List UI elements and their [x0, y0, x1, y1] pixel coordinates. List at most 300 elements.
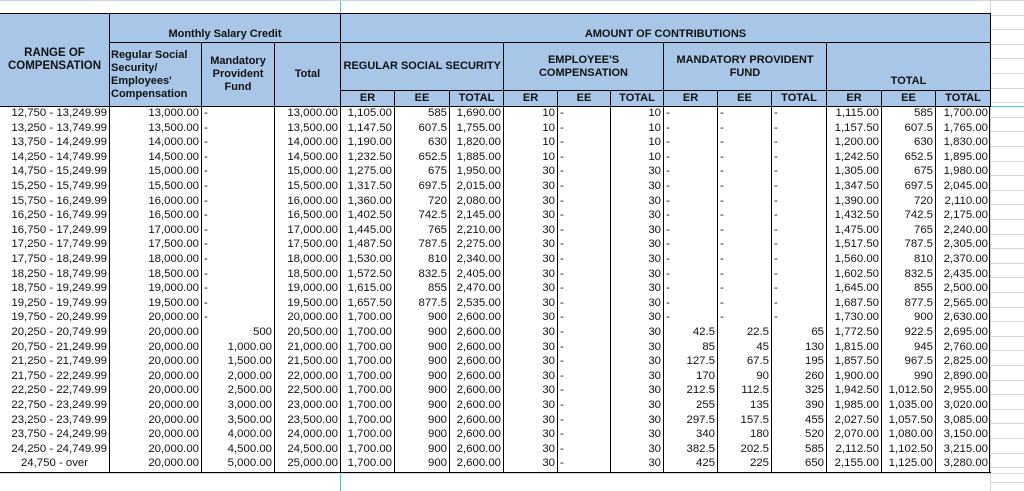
table-cell[interactable]: 1,885.00: [456, 151, 501, 163]
table-cell[interactable]: 16,500.00: [148, 209, 199, 221]
table-cell[interactable]: 225: [749, 457, 769, 469]
table-cell[interactable]: 1,985.00: [834, 399, 879, 411]
table-cell[interactable]: 15,000.00: [148, 165, 199, 177]
table-cell[interactable]: 2,535.00: [456, 297, 501, 309]
table-cell[interactable]: -: [666, 136, 670, 148]
table-cell[interactable]: 1,700.00: [347, 326, 392, 338]
table-cell[interactable]: 1,102.50: [888, 443, 933, 455]
table-cell[interactable]: 1,360.00: [347, 195, 392, 207]
table-cell[interactable]: 2,600.00: [456, 311, 501, 323]
table-cell[interactable]: 12,750 - 13,249.99: [11, 107, 107, 119]
table-cell[interactable]: 30: [648, 414, 661, 426]
table-cell[interactable]: -: [204, 297, 208, 309]
table-cell[interactable]: 1,530.00: [347, 253, 392, 265]
table-cell[interactable]: 18,000.00: [287, 253, 338, 265]
table-cell[interactable]: 697.5: [904, 180, 933, 192]
table-cell[interactable]: 5,000.00: [227, 457, 272, 469]
table-cell[interactable]: 90: [756, 370, 769, 382]
table-cell[interactable]: 855: [427, 282, 447, 294]
table-cell[interactable]: 2,070.00: [834, 428, 879, 440]
table-cell[interactable]: 23,000.00: [287, 399, 338, 411]
table-cell[interactable]: 1,572.50: [347, 268, 392, 280]
table-cell[interactable]: 17,750 - 18,249.99: [11, 253, 107, 265]
table-cell[interactable]: 202.5: [740, 443, 769, 455]
table-cell[interactable]: 1,500.00: [227, 355, 272, 367]
table-cell[interactable]: 340: [695, 428, 715, 440]
table-cell[interactable]: -: [560, 457, 564, 469]
table-cell[interactable]: 42.5: [692, 326, 715, 338]
table-cell[interactable]: 500: [252, 326, 272, 338]
table-cell[interactable]: 15,500.00: [287, 180, 338, 192]
table-cell[interactable]: 1,820.00: [456, 136, 501, 148]
table-cell[interactable]: 19,750 - 20,249.99: [11, 311, 107, 323]
table-cell[interactable]: 17,500.00: [287, 238, 338, 250]
table-cell[interactable]: 30: [542, 268, 555, 280]
table-cell[interactable]: -: [560, 297, 564, 309]
table-cell[interactable]: 2,500.00: [943, 282, 988, 294]
table-cell[interactable]: 2,695.00: [943, 326, 988, 338]
table-cell[interactable]: 18,250 - 18,749.99: [11, 268, 107, 280]
table-cell[interactable]: 2,275.00: [456, 238, 501, 250]
table-cell[interactable]: 2,630.00: [943, 311, 988, 323]
table-cell[interactable]: 30: [648, 443, 661, 455]
table-cell[interactable]: 765: [913, 224, 933, 236]
table-cell[interactable]: 22,500.00: [287, 384, 338, 396]
table-cell[interactable]: 650: [804, 457, 824, 469]
table-cell[interactable]: 21,500.00: [287, 355, 338, 367]
table-cell[interactable]: 20,000.00: [148, 370, 199, 382]
table-cell[interactable]: 1,815.00: [834, 341, 879, 353]
table-cell[interactable]: 3,150.00: [943, 428, 988, 440]
table-cell[interactable]: 1,615.00: [347, 282, 392, 294]
table-cell[interactable]: -: [666, 195, 670, 207]
table-cell[interactable]: 2,027.50: [834, 414, 879, 426]
table-cell[interactable]: 30: [542, 180, 555, 192]
table-cell[interactable]: -: [560, 136, 564, 148]
table-cell[interactable]: 20,000.00: [148, 341, 199, 353]
table-cell[interactable]: 2,370.00: [943, 253, 988, 265]
table-cell[interactable]: 2,045.00: [943, 180, 988, 192]
table-cell[interactable]: 630: [427, 136, 447, 148]
table-cell[interactable]: 520: [804, 428, 824, 440]
table-cell[interactable]: 30: [542, 414, 555, 426]
table-cell[interactable]: -: [720, 268, 724, 280]
table-cell[interactable]: 1,700.00: [347, 457, 392, 469]
table-cell[interactable]: 30: [542, 224, 555, 236]
table-cell[interactable]: -: [204, 122, 208, 134]
table-cell[interactable]: 30: [542, 297, 555, 309]
table-cell[interactable]: 2,435.00: [943, 268, 988, 280]
table-cell[interactable]: 2,600.00: [456, 355, 501, 367]
table-cell[interactable]: 16,000.00: [287, 195, 338, 207]
table-cell[interactable]: 157.5: [740, 414, 769, 426]
table-cell[interactable]: -: [204, 209, 208, 221]
table-cell[interactable]: -: [560, 151, 564, 163]
table-cell[interactable]: 675: [913, 165, 933, 177]
table-cell[interactable]: 1,602.50: [834, 268, 879, 280]
table-cell[interactable]: -: [204, 180, 208, 192]
table-cell[interactable]: 607.5: [904, 122, 933, 134]
table-cell[interactable]: -: [666, 122, 670, 134]
table-cell[interactable]: 255: [695, 399, 715, 411]
table-cell[interactable]: 742.5: [904, 209, 933, 221]
table-cell[interactable]: 3,280.00: [943, 457, 988, 469]
table-cell[interactable]: 2,155.00: [834, 457, 879, 469]
table-cell[interactable]: 13,000.00: [148, 107, 199, 119]
table-cell[interactable]: 2,600.00: [456, 428, 501, 440]
table-cell[interactable]: 30: [542, 311, 555, 323]
table-cell[interactable]: -: [560, 224, 564, 236]
table-cell[interactable]: 2,600.00: [456, 443, 501, 455]
table-cell[interactable]: -: [774, 238, 778, 250]
table-cell[interactable]: 20,000.00: [148, 355, 199, 367]
table-cell[interactable]: 4,500.00: [227, 443, 272, 455]
table-cell[interactable]: -: [720, 107, 724, 119]
table-cell[interactable]: -: [720, 195, 724, 207]
table-cell[interactable]: 22.5: [746, 326, 769, 338]
table-cell[interactable]: 2,405.00: [456, 268, 501, 280]
table-cell[interactable]: 15,750 - 16,249.99: [11, 195, 107, 207]
table-cell[interactable]: 1,305.00: [834, 165, 879, 177]
table-cell[interactable]: 4,000.00: [227, 428, 272, 440]
table-cell[interactable]: -: [774, 165, 778, 177]
table-cell[interactable]: 10: [542, 107, 555, 119]
table-cell[interactable]: 922.5: [904, 326, 933, 338]
table-cell[interactable]: 13,000.00: [287, 107, 338, 119]
table-cell[interactable]: 112.5: [741, 384, 769, 396]
table-cell[interactable]: 1,700.00: [347, 370, 392, 382]
table-cell[interactable]: 17,000.00: [287, 224, 338, 236]
table-cell[interactable]: 24,250 - 24,749.99: [11, 443, 107, 455]
table-cell[interactable]: -: [774, 195, 778, 207]
table-cell[interactable]: 20,000.00: [148, 428, 199, 440]
table-cell[interactable]: 30: [648, 457, 661, 469]
table-cell[interactable]: -: [560, 370, 564, 382]
table-cell[interactable]: 30: [542, 384, 555, 396]
table-cell[interactable]: 14,250 - 14,749.99: [11, 151, 107, 163]
table-cell[interactable]: 30: [648, 370, 661, 382]
table-cell[interactable]: 652.5: [418, 151, 447, 163]
table-cell[interactable]: -: [720, 224, 724, 236]
table-cell[interactable]: 2,000.00: [227, 370, 272, 382]
table-cell[interactable]: 13,500.00: [287, 122, 338, 134]
table-cell[interactable]: 30: [542, 238, 555, 250]
table-cell[interactable]: 1,830.00: [943, 136, 988, 148]
table-cell[interactable]: 14,000.00: [287, 136, 338, 148]
table-cell[interactable]: 19,500.00: [148, 297, 199, 309]
table-cell[interactable]: 1,700.00: [347, 414, 392, 426]
table-cell[interactable]: 13,500.00: [148, 122, 199, 134]
table-cell[interactable]: 30: [648, 311, 661, 323]
table-cell[interactable]: -: [774, 209, 778, 221]
table-cell[interactable]: 2,305.00: [943, 238, 988, 250]
table-cell[interactable]: 30: [648, 282, 661, 294]
table-cell[interactable]: -: [560, 268, 564, 280]
table-cell[interactable]: -: [560, 355, 564, 367]
table-cell[interactable]: 652.5: [904, 151, 933, 163]
table-cell[interactable]: 2,600.00: [456, 326, 501, 338]
table-cell[interactable]: 19,000.00: [148, 282, 199, 294]
table-cell[interactable]: -: [666, 151, 670, 163]
table-cell[interactable]: 30: [542, 370, 555, 382]
table-cell[interactable]: 16,750 - 17,249.99: [11, 224, 107, 236]
table-cell[interactable]: -: [774, 253, 778, 265]
table-cell[interactable]: -: [774, 122, 778, 134]
table-cell[interactable]: -: [720, 238, 724, 250]
table-cell[interactable]: 720: [427, 195, 447, 207]
table-cell[interactable]: 1,700.00: [347, 384, 392, 396]
table-cell[interactable]: -: [560, 341, 564, 353]
table-cell[interactable]: -: [560, 384, 564, 396]
table-cell[interactable]: 2,110.00: [944, 195, 988, 207]
table-cell[interactable]: 10: [542, 151, 555, 163]
table-cell[interactable]: 30: [648, 341, 661, 353]
table-cell[interactable]: -: [560, 209, 564, 221]
table-cell[interactable]: 900: [427, 457, 447, 469]
table-cell[interactable]: 1,317.50: [347, 180, 392, 192]
table-cell[interactable]: 130: [804, 341, 824, 353]
table-cell[interactable]: -: [666, 297, 670, 309]
table-cell[interactable]: 2,145.00: [456, 209, 501, 221]
table-cell[interactable]: -: [204, 268, 208, 280]
table-cell[interactable]: 10: [648, 136, 661, 148]
table-cell[interactable]: 25,000.00: [287, 457, 338, 469]
table-cell[interactable]: 607.5: [418, 122, 447, 134]
table-cell[interactable]: 20,250 - 20,749.99: [11, 326, 107, 338]
table-cell[interactable]: 810: [427, 253, 447, 265]
table-cell[interactable]: -: [560, 253, 564, 265]
table-cell[interactable]: -: [666, 180, 670, 192]
table-cell[interactable]: -: [560, 311, 564, 323]
table-cell[interactable]: 855: [913, 282, 933, 294]
table-cell[interactable]: 765: [427, 224, 447, 236]
table-cell[interactable]: 13,750 - 14,249.99: [11, 136, 107, 148]
table-cell[interactable]: 1,900.00: [834, 370, 879, 382]
table-cell[interactable]: 22,000.00: [287, 370, 338, 382]
table-cell[interactable]: -: [774, 107, 778, 119]
table-cell[interactable]: 1,645.00: [834, 282, 879, 294]
table-cell[interactable]: 170: [695, 370, 715, 382]
table-cell[interactable]: 1,012.50: [888, 384, 933, 396]
table-cell[interactable]: 900: [913, 311, 933, 323]
table-cell[interactable]: 30: [542, 282, 555, 294]
table-cell[interactable]: 2,600.00: [456, 370, 501, 382]
table-cell[interactable]: 2,890.00: [943, 370, 988, 382]
table-cell[interactable]: 585: [913, 107, 933, 119]
table-cell[interactable]: 382.5: [686, 443, 715, 455]
table-cell[interactable]: 2,340.00: [456, 253, 501, 265]
table-cell[interactable]: 945: [913, 341, 933, 353]
table-cell[interactable]: 24,500.00: [287, 443, 338, 455]
table-cell[interactable]: 1,475.00: [834, 224, 879, 236]
table-cell[interactable]: 1,560.00: [834, 253, 879, 265]
table-cell[interactable]: 16,500.00: [287, 209, 338, 221]
table-cell[interactable]: 13,250 - 13,749.99: [11, 122, 107, 134]
table-cell[interactable]: 10: [542, 136, 555, 148]
table-cell[interactable]: 15,000.00: [287, 165, 338, 177]
table-cell[interactable]: 1,690.00: [456, 107, 501, 119]
table-cell[interactable]: 900: [427, 414, 447, 426]
table-cell[interactable]: 1,700.00: [347, 428, 392, 440]
table-cell[interactable]: 900: [427, 326, 447, 338]
table-cell[interactable]: -: [774, 311, 778, 323]
table-cell[interactable]: -: [204, 136, 208, 148]
table-cell[interactable]: 30: [542, 253, 555, 265]
table-cell[interactable]: 742.5: [418, 209, 447, 221]
table-cell[interactable]: 30: [542, 428, 555, 440]
table-cell[interactable]: 30: [648, 165, 661, 177]
table-cell[interactable]: 65: [811, 326, 824, 338]
table-cell[interactable]: 127.5: [686, 355, 715, 367]
table-cell[interactable]: 1,445.00: [347, 224, 392, 236]
table-cell[interactable]: 30: [542, 355, 555, 367]
table-cell[interactable]: -: [774, 297, 778, 309]
table-cell[interactable]: -: [774, 282, 778, 294]
table-cell[interactable]: 900: [427, 311, 447, 323]
table-cell[interactable]: 16,000.00: [148, 195, 199, 207]
table-cell[interactable]: 787.5: [418, 238, 447, 250]
table-cell[interactable]: 1,147.50: [347, 122, 392, 134]
table-cell[interactable]: -: [720, 180, 724, 192]
table-cell[interactable]: 30: [648, 209, 661, 221]
table-cell[interactable]: 30: [542, 209, 555, 221]
table-cell[interactable]: -: [560, 282, 564, 294]
table-cell[interactable]: 19,250 - 19,749.99: [11, 297, 107, 309]
table-cell[interactable]: 10: [542, 122, 555, 134]
table-cell[interactable]: 67.5: [746, 355, 769, 367]
table-cell[interactable]: 21,250 - 21,749.99: [11, 355, 107, 367]
table-cell[interactable]: 585: [427, 107, 447, 119]
table-cell[interactable]: 14,500.00: [148, 151, 199, 163]
table-cell[interactable]: 1,895.00: [943, 151, 988, 163]
table-cell[interactable]: 900: [427, 341, 447, 353]
table-cell[interactable]: 2,600.00: [456, 341, 501, 353]
table-cell[interactable]: 990: [913, 370, 933, 382]
table-cell[interactable]: 30: [542, 341, 555, 353]
table-cell[interactable]: 1,772.50: [834, 326, 879, 338]
table-cell[interactable]: 30: [648, 297, 661, 309]
table-cell[interactable]: 24,000.00: [287, 428, 338, 440]
table-cell[interactable]: 787.5: [904, 238, 933, 250]
table-cell[interactable]: 18,000.00: [148, 253, 199, 265]
table-cell[interactable]: 30: [542, 195, 555, 207]
table-cell[interactable]: 2,565.00: [943, 297, 988, 309]
table-cell[interactable]: 18,500.00: [287, 268, 338, 280]
table-cell[interactable]: 2,825.00: [943, 355, 988, 367]
table-cell[interactable]: -: [560, 165, 564, 177]
table-cell[interactable]: 2,240.00: [943, 224, 988, 236]
table-cell[interactable]: 1,687.50: [834, 297, 879, 309]
table-cell[interactable]: -: [774, 268, 778, 280]
table-cell[interactable]: 16,250 - 16,749.99: [11, 209, 107, 221]
table-cell[interactable]: 832.5: [418, 268, 447, 280]
table-cell[interactable]: 30: [648, 355, 661, 367]
table-cell[interactable]: 20,000.00: [287, 311, 338, 323]
table-cell[interactable]: 23,750 - 24,249.99: [11, 428, 107, 440]
table-cell[interactable]: 19,000.00: [287, 282, 338, 294]
table-cell[interactable]: 1,275.00: [347, 165, 392, 177]
table-cell[interactable]: 1,057.50: [888, 414, 933, 426]
table-cell[interactable]: 22,250 - 22,749.99: [11, 384, 107, 396]
table-cell[interactable]: 1,942.50: [834, 384, 879, 396]
table-cell[interactable]: 2,600.00: [456, 457, 501, 469]
table-cell[interactable]: -: [204, 195, 208, 207]
table-cell[interactable]: 1,115.00: [835, 107, 879, 119]
table-cell[interactable]: -: [560, 195, 564, 207]
table-cell[interactable]: -: [720, 209, 724, 221]
table-cell[interactable]: -: [204, 238, 208, 250]
table-cell[interactable]: -: [666, 209, 670, 221]
table-cell[interactable]: -: [720, 282, 724, 294]
table-cell[interactable]: -: [720, 253, 724, 265]
table-cell[interactable]: 2,600.00: [456, 399, 501, 411]
table-cell[interactable]: 19,500.00: [287, 297, 338, 309]
table-cell[interactable]: -: [560, 414, 564, 426]
table-cell[interactable]: 900: [427, 355, 447, 367]
table-cell[interactable]: 425: [695, 457, 715, 469]
table-cell[interactable]: 1,700.00: [347, 311, 392, 323]
table-cell[interactable]: 390: [804, 399, 824, 411]
table-cell[interactable]: 2,015.00: [456, 180, 501, 192]
table-cell[interactable]: -: [774, 136, 778, 148]
table-cell[interactable]: 630: [913, 136, 933, 148]
table-cell[interactable]: 30: [648, 268, 661, 280]
table-cell[interactable]: 1,755.00: [456, 122, 501, 134]
table-cell[interactable]: 260: [804, 370, 824, 382]
table-cell[interactable]: 20,000.00: [148, 414, 199, 426]
table-cell[interactable]: 2,470.00: [456, 282, 501, 294]
table-cell[interactable]: 877.5: [418, 297, 447, 309]
table-cell[interactable]: 195: [804, 355, 824, 367]
table-cell[interactable]: 20,000.00: [148, 384, 199, 396]
table-cell[interactable]: 1,700.00: [347, 341, 392, 353]
table-cell[interactable]: -: [774, 180, 778, 192]
table-cell[interactable]: 297.5: [686, 414, 715, 426]
table-cell[interactable]: 45: [756, 341, 769, 353]
table-cell[interactable]: 900: [427, 399, 447, 411]
table-cell[interactable]: 30: [648, 253, 661, 265]
table-cell[interactable]: 3,000.00: [227, 399, 272, 411]
table-cell[interactable]: 10: [648, 151, 661, 163]
table-cell[interactable]: -: [560, 107, 564, 119]
table-cell[interactable]: 2,210.00: [456, 224, 501, 236]
table-cell[interactable]: -: [720, 151, 724, 163]
table-cell[interactable]: 30: [648, 399, 661, 411]
table-cell[interactable]: -: [666, 165, 670, 177]
table-cell[interactable]: -: [204, 151, 208, 163]
table-cell[interactable]: 1,765.00: [943, 122, 988, 134]
table-cell[interactable]: 14,000.00: [148, 136, 199, 148]
table-cell[interactable]: -: [560, 180, 564, 192]
table-cell[interactable]: 1,857.50: [834, 355, 879, 367]
table-cell[interactable]: 15,500.00: [148, 180, 199, 192]
table-cell[interactable]: 967.5: [904, 355, 933, 367]
table-cell[interactable]: 455: [804, 414, 824, 426]
table-cell[interactable]: 17,250 - 17,749.99: [11, 238, 107, 250]
table-cell[interactable]: 900: [427, 443, 447, 455]
table-cell[interactable]: 18,500.00: [148, 268, 199, 280]
table-cell[interactable]: 832.5: [904, 268, 933, 280]
table-cell[interactable]: 2,600.00: [456, 414, 501, 426]
table-cell[interactable]: -: [560, 443, 564, 455]
table-cell[interactable]: 1,105.00: [347, 107, 392, 119]
table-cell[interactable]: -: [204, 224, 208, 236]
table-cell[interactable]: 810: [913, 253, 933, 265]
table-cell[interactable]: -: [774, 224, 778, 236]
table-cell[interactable]: 20,000.00: [148, 399, 199, 411]
table-cell[interactable]: 877.5: [904, 297, 933, 309]
table-cell[interactable]: 1,242.50: [834, 151, 879, 163]
